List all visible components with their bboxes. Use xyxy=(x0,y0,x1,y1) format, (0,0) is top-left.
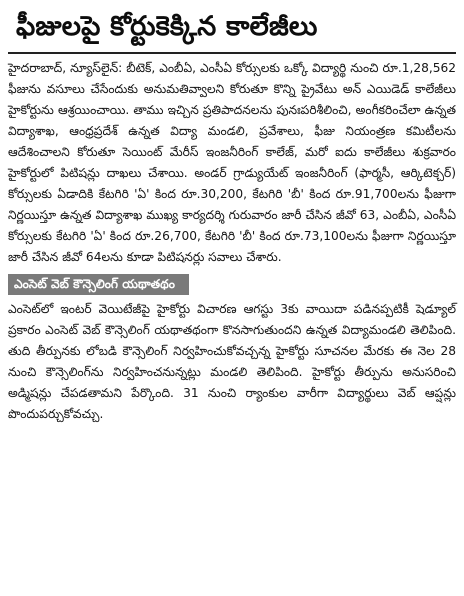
article-paragraph-2: ఎంసెట్‌లో ఇంటర్ వెయిటేజీపై హైకోర్టు విచారణ ఆగస్టు 3కు వాయిదా పడినప్పటికీ షెడ్యూల్ ప్రకారం ఎంసెట్ వెబ్ కౌన్సెలింగ్ యథాతథంగా కొనసాగుతుందని ఉన్నత విద్యామండలి తెలిపింది. తుది తీర్పునకు లోబడి కౌన్సెలింగ్ నిర్వహించుకోవచ్చన్న హైకోర్టు సూచనల మేరకు ఈ నెల 28 నుంచి కౌన్సెలింగ్‌ను నిర్వహించనున్నట్లు మండలి తెలిపింది. హైకోర్టు తీర్పును అనుసరించి అడ్మిషన్లు చేపడతామని పేర్కొంది. 31 నుంచి ర్యాంకుల వారీగా విద్యార్థులు వెబ్ ఆప్షన్లు పొందుపర్చుకోవచ్చు. xyxy=(8,302,456,421)
article-subheading: ఎంసెట్ వెబ్ కౌన్సెలింగ్ యథాతథం xyxy=(8,274,189,295)
article-paragraph-1: హైదరాబాద్, న్యూస్‌లైన్: బీటెక్, ఎంబీఏ, ఎంసీఏ కోర్సులకు ఒక్కో విద్యార్థి నుంచి రూ.1,28,562 ఫీజును వసూలు చేసేందుకు అనుమతివ్వాలని కోరుతూ కొన్ని ప్రైవేటు అన్ ఎయిడెడ్ కాలేజీలు హైకోర్టును ఆశ్రయించాయి. తాము ఇచ్చిన ప్రతిపాదనలను పునఃపరిశీలించి, అంగీకరించేలా ఉన్నత విద్యాశాఖ, ఆంధ్రప్రదేశ్ ఉన్నత విద్యా మండలి, ప్రవేశాలు, ఫీజు నియంత్రణ కమిటీలను ఆదేశించాలని కోరుతూ సెయింట్ మేరీస్ ఇంజనీరింగ్ కాలేజ్, మరో ఐదు కాలేజీలు శుక్రవారం హైకోర్టులో పిటిషన్లు దాఖలు చేశాయి. అండర్ గ్రాడ్యుయేట్ ఇంజనీరింగ్ (ఫార్మసీ, ఆర్కిటెక్చర్) కోర్సులకు ఏడాదికి కేటగిరి 'ఏ' కింద రూ.30,200, కేటగిరి 'బీ' కింద రూ.91,700లను ఫీజుగా నిర్ణయిస్తూ ఉన్నత విద్యాశాఖ ముఖ్య కార్యదర్శి గురువారం జారీ చేసిన జీవో 63, ఎంబీఏ, ఎంసీఏ కోర్సులకు కేటగిరి 'ఏ' కింద రూ.26,700, కేటగిరి 'బీ' కింద రూ.73,100లను ఫీజుగా నిర్ణయిస్తూ జారీ చేసిన జీవో 64లను కూడా పిటిషనర్లు సవాలు చేశారు. xyxy=(8,61,456,264)
headline-divider xyxy=(8,52,456,54)
subheading-block xyxy=(8,274,456,295)
article-headline: ఫీజులపై కోర్టుకెక్కిన కాలేజీలు xyxy=(16,11,318,42)
article-body xyxy=(8,58,456,425)
